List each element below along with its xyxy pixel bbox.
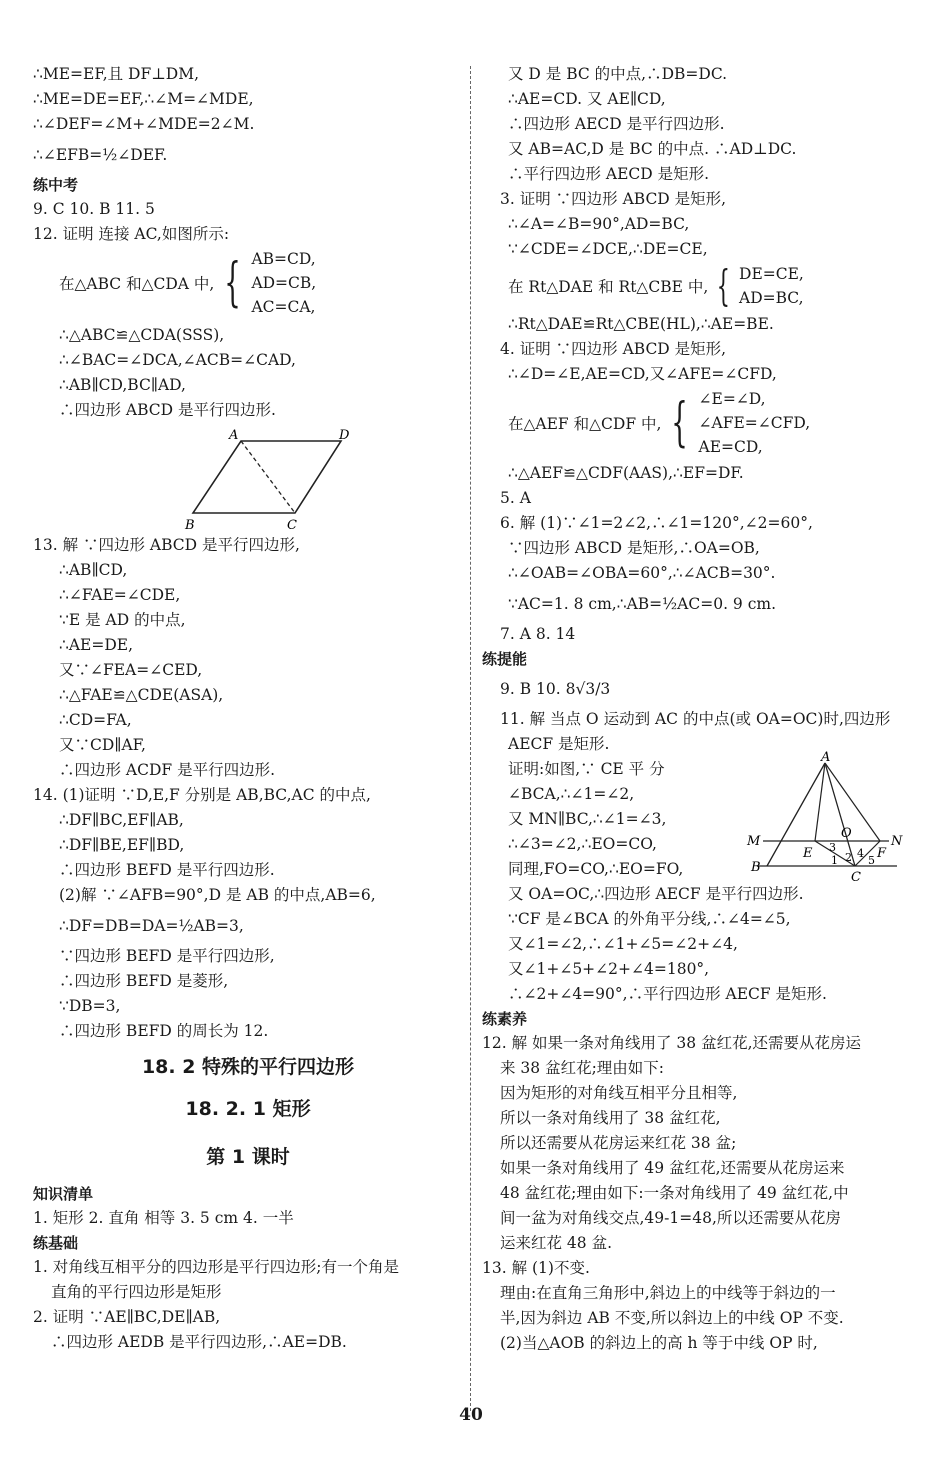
- text-line: ∴四边形 AECD 是平行四边形.: [508, 115, 725, 133]
- text-line: 运来红花 48 盆.: [500, 1234, 613, 1252]
- text-line: ∴ME=DE=EF,∴∠M=∠MDE,: [33, 90, 254, 108]
- text-line: ∴DF=DB=DA=½AB=3,: [59, 917, 244, 935]
- text-line: ∴AE=CD. 又 AE∥CD,: [508, 90, 666, 108]
- text-line: ∴∠DEF=∠M+∠MDE=2∠M.: [33, 115, 255, 133]
- text-line: ∴DF∥BE,EF∥BD,: [59, 836, 185, 854]
- parallelogram-svg: [33, 423, 463, 533]
- text-line: 又 OA=OC,∴四边形 AECF 是平行四边形.: [508, 885, 804, 903]
- brace-line: AC=CA,: [251, 298, 316, 316]
- angle-label-5: 5: [868, 854, 875, 867]
- answer-line: 5. A: [500, 489, 531, 507]
- label-f: F: [877, 846, 887, 861]
- parallelogram-figure: [33, 423, 463, 533]
- left-brace: {: [224, 253, 242, 313]
- text-line: 又 MN∥BC,∴∠1=∠3,: [508, 810, 667, 828]
- text-line: ∴DF∥BC,EF∥AB,: [59, 811, 184, 829]
- text-line: 所以还需要从花房运来红花 38 盆;: [500, 1134, 737, 1152]
- text-line: 48 盆红花;理由如下:一条对角线用了 49 盆红花,中: [500, 1184, 849, 1202]
- question-12-head: 12. 证明 连接 AC,如图所示:: [33, 225, 230, 243]
- brace-line: AE=CD,: [698, 438, 763, 456]
- section-label-tineng: 练提能: [482, 650, 528, 668]
- label-n: N: [891, 834, 903, 849]
- text-line: 又∠1+∠5+∠2+∠4=180°,: [508, 960, 710, 978]
- text-line: 又∵∠FEA=∠CED,: [59, 661, 203, 679]
- text-line: 理由:在直角三角形中,斜边上的中线等于斜边的一: [500, 1284, 836, 1302]
- triangle-figure: [737, 751, 907, 890]
- text-line: 来 38 盆红花;理由如下:: [500, 1059, 665, 1077]
- question-6-head: 6. 解 (1)∵∠1=2∠2,∴∠1=120°,∠2=60°,: [500, 514, 813, 532]
- brace-line: AD=CB,: [251, 274, 317, 292]
- text-line: ∴△FAE≌△CDE(ASA),: [59, 686, 224, 704]
- text-line: ∴四边形 ACDF 是平行四边形.: [59, 761, 276, 779]
- text-line: 半,因为斜边 AB 不变,所以斜边上的中线 OP 不变.: [500, 1309, 844, 1327]
- text-line: ∴AE=DE,: [59, 636, 134, 654]
- text-line: ∴平行四边形 AECD 是矩形.: [508, 165, 710, 183]
- text-line: 所以一条对角线用了 38 盆红花,: [500, 1109, 721, 1127]
- label-b: B: [751, 860, 761, 875]
- side-ab: [767, 763, 825, 866]
- label-d: D: [339, 428, 350, 443]
- text-line: (2)解 ∵∠AFB=90°,D 是 AB 的中点,AB=6,: [59, 886, 376, 904]
- text-line: ∵DB=3,: [59, 997, 121, 1015]
- triangle-svg: [737, 751, 907, 886]
- text-line: 2. 证明 ∵AE∥BC,DE∥AB,: [33, 1308, 221, 1326]
- text-line: 间一盆为对角线交点,49-1=48,所以还需要从花房: [500, 1209, 841, 1227]
- column-divider: [470, 66, 471, 1411]
- text-line: ∴∠A=∠B=90°,AD=BC,: [508, 215, 690, 233]
- section-label-suyang: 练素养: [482, 1010, 528, 1028]
- left-brace: {: [671, 393, 689, 453]
- brace-lead: 在△ABC 和△CDA 中,: [59, 275, 215, 293]
- text-line: ∴ME=EF,且 DF⊥DM,: [33, 65, 200, 83]
- text-line: 因为矩形的对角线互相平分且相等,: [500, 1084, 738, 1102]
- answer-line: 7. A 8. 14: [500, 625, 576, 643]
- text-line: ∴∠2+∠4=90°,∴平行四边形 AECF 是矩形.: [508, 985, 827, 1003]
- page-number: 40: [459, 1405, 483, 1425]
- text-line: ∴AB∥CD,: [59, 561, 128, 579]
- brace-lead: 在 Rt△DAE 和 Rt△CBE 中,: [508, 278, 709, 296]
- text-line: ∵四边形 BEFD 是平行四边形,: [59, 947, 275, 965]
- brace-system: [482, 387, 912, 459]
- text-line: ∴四边形 AEDB 是平行四边形,∴AE=DB.: [51, 1333, 347, 1351]
- label-e: E: [803, 846, 813, 861]
- label-a: A: [821, 751, 831, 765]
- text-line: 如果一条对角线用了 49 盆红花,还需要从花房运来: [500, 1159, 845, 1177]
- left-brace: {: [716, 261, 731, 310]
- text-line: 证明:如图,∵ CE 平 分: [508, 760, 665, 778]
- section-label-jichu: 练基础: [33, 1234, 79, 1252]
- text-line: AECF 是矩形.: [508, 735, 610, 753]
- answer-line: 9. C 10. B 11. 5: [33, 200, 155, 218]
- parallelogram-shape: [193, 441, 341, 513]
- text-line: ∴CD=FA,: [59, 711, 132, 729]
- text-line: 又 AB=AC,D 是 BC 的中点. ∴AD⊥DC.: [508, 140, 797, 158]
- section-label-zhongkao: 练中考: [33, 176, 79, 194]
- text-line: ∴∠3=∠2,∴EO=CO,: [508, 835, 657, 853]
- text-line: 直角的平行四边形是矩形: [51, 1283, 222, 1301]
- angle-label-3: 3: [829, 841, 836, 854]
- text-line: ∴∠OAB=∠OBA=60°,∴∠ACB=30°.: [508, 564, 776, 582]
- question-13-head: 13. 解 ∵四边形 ABCD 是平行四边形,: [33, 536, 300, 554]
- diagonal-ac: [241, 441, 295, 513]
- section-label-zhishi: 知识清单: [33, 1185, 94, 1203]
- q11-proof-with-figure: [482, 751, 912, 885]
- text-line: ∵AC=1. 8 cm,∴AB=½AC=0. 9 cm.: [508, 595, 777, 613]
- answer-line: 9. B 10. 8√3/3: [500, 680, 611, 698]
- text-line: ∵四边形 ABCD 是矩形,∴OA=OB,: [508, 539, 760, 557]
- text-line: 1. 对角线互相平分的四边形是平行四边形;有一个角是: [33, 1258, 399, 1276]
- text-line: ∴∠BAC=∠DCA,∠ACB=∠CAD,: [59, 351, 296, 369]
- label-o: O: [841, 826, 852, 841]
- question-13-head: 13. 解 (1)不变.: [482, 1259, 590, 1277]
- text-line: ∴△ABC≌△CDA(SSS),: [59, 326, 225, 344]
- text-line: ∵E 是 AD 的中点,: [59, 611, 186, 629]
- section-heading: 18. 2 特殊的平行四边形: [141, 1056, 355, 1078]
- brace-line: ∠AFE=∠CFD,: [698, 414, 811, 432]
- brace-line: AB=CD,: [251, 250, 316, 268]
- answer-line: 1. 矩形 2. 直角 相等 3. 5 cm 4. 一半: [33, 1209, 294, 1227]
- right-column: [482, 62, 912, 1356]
- text-line: ∴∠FAE=∠CDE,: [59, 586, 181, 604]
- label-c: C: [287, 518, 297, 533]
- text-line: ∵∠CDE=∠DCE,∴DE=CE,: [508, 240, 708, 258]
- brace-lead: 在△AEF 和△CDF 中,: [508, 415, 662, 433]
- question-11-head: 11. 解 当点 O 运动到 AC 的中点(或 OA=OC)时,四边形: [500, 710, 891, 728]
- text-line: (2)当△AOB 的斜边上的高 h 等于中线 OP 时,: [500, 1334, 818, 1352]
- angle-label-2: 2: [845, 851, 852, 864]
- text-line: ∴△AEF≌△CDF(AAS),∴EF=DF.: [508, 464, 744, 482]
- text-line: 又∠1=∠2,∴∠1+∠5=∠2+∠4,: [508, 935, 738, 953]
- lesson-heading: 第 1 课时: [206, 1146, 290, 1168]
- text-line: 同理,FO=CO,∴EO=FO,: [508, 860, 684, 878]
- text-line: 又∵CD∥AF,: [59, 736, 146, 754]
- question-3-head: 3. 证明 ∵四边形 ABCD 是矩形,: [500, 190, 727, 208]
- subsection-heading: 18. 2. 1 矩形: [185, 1098, 311, 1120]
- label-c: C: [851, 870, 861, 885]
- label-m: M: [747, 834, 761, 849]
- angle-label-1: 1: [831, 854, 838, 867]
- text-line: ∴∠D=∠E,AE=CD,又∠AFE=∠CFD,: [508, 365, 777, 383]
- text-line: 又 D 是 BC 的中点,∴DB=DC.: [508, 65, 728, 83]
- question-12-head: 12. 解 如果一条对角线用了 38 盆红花,还需要从花房运: [482, 1034, 862, 1052]
- text-line: ∴四边形 BEFD 是菱形,: [59, 972, 229, 990]
- text-line: ∴四边形 ABCD 是平行四边形.: [59, 401, 276, 419]
- text-line: ∠BCA,∴∠1=∠2,: [508, 785, 635, 803]
- text-line: ∴四边形 BEFD 的周长为 12.: [59, 1022, 269, 1040]
- question-14-head: 14. (1)证明 ∵D,E,F 分别是 AB,BC,AC 的中点,: [33, 786, 371, 804]
- angle-label-4: 4: [857, 847, 864, 860]
- brace-line: ∠E=∠D,: [698, 390, 766, 408]
- label-a: A: [229, 428, 239, 443]
- segment-af: [825, 763, 880, 841]
- brace-line: AD=BC,: [739, 289, 804, 307]
- text-line: ∵CF 是∠BCA 的外角平分线,∴∠4=∠5,: [508, 910, 791, 928]
- label-b: B: [185, 518, 195, 533]
- left-column: [33, 62, 463, 1355]
- text-line: ∴AB∥CD,BC∥AD,: [59, 376, 186, 394]
- brace-system: [33, 247, 463, 319]
- text-line: ∴Rt△DAE≌Rt△CBE(HL),∴AE=BE.: [508, 315, 774, 333]
- question-4-head: 4. 证明 ∵四边形 ABCD 是矩形,: [500, 340, 727, 358]
- brace-system: [482, 262, 912, 310]
- text-line: ∴四边形 BEFD 是平行四边形.: [59, 861, 275, 879]
- segment-ae: [815, 763, 825, 841]
- brace-line: DE=CE,: [739, 265, 804, 283]
- text-line: ∴∠EFB=½∠DEF.: [33, 146, 168, 164]
